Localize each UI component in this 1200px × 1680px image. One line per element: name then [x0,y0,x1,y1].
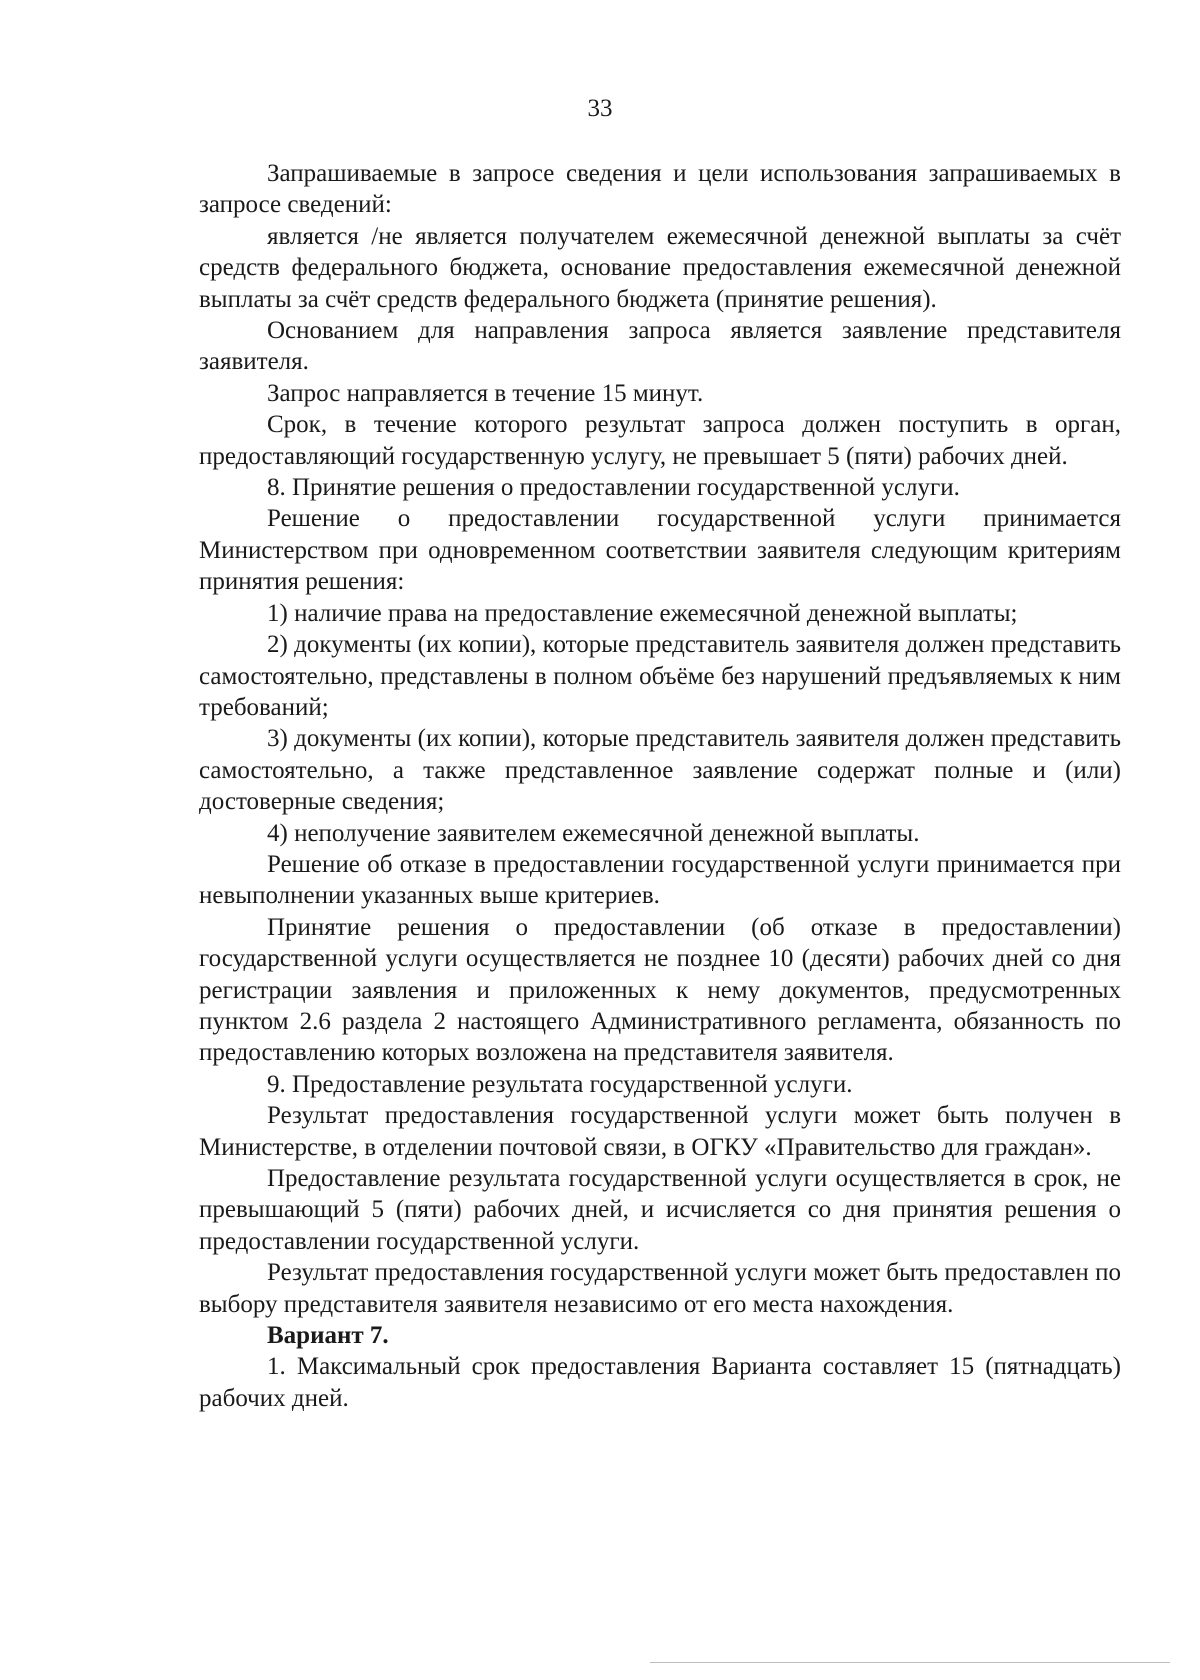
paragraph-decision-criteria: Решение о предоставлении государственной услуги принимается Министерством при одновременном соответствии заявителя следующим критериям принятия решения: [199,505,1121,596]
paragraph-refusal-decision: Решение об отказе в предоставлении государственной услуги принимается при невыполнении указанных выше критериев. [199,850,1121,910]
page-number: 33 [587,95,613,122]
paragraph-result-location: Результат предоставления государственной услуги может быть получен в Министерстве, в отделении почтовой связи, в ОГКУ «Правительство для граждан». [199,1102,1121,1161]
paragraph-request-time: Запрос направляется в течение 15 минут. [267,379,704,407]
paragraph-response-deadline: Срок, в течение которого результат запроса должен поступить в орган, предоставляющий государственную услугу, не превышает 5 (пяти) рабочих дней. [199,411,1121,470]
paragraph-variant-deadline: 1. Максимальный срок предоставления Варианта составляет 15 (пятнадцать) рабочих дней. [199,1353,1121,1412]
footer-divider [650,1662,1170,1663]
list-item-criterion-4: 4) неполучение заявителем ежемесячной денежной выплаты. [267,819,920,847]
paragraph-recipient-status: является /не является получателем ежемесячной денежной выплаты за счёт средств федерального бюджета, основание предоставления ежемесячной денежной выплаты за счёт средств федерального бюджета (принятие решения). [199,222,1121,313]
variant-heading: Вариант 7. [267,1322,389,1350]
list-item-criterion-1: 1) наличие права на предоставление ежемесячной денежной выплаты; [267,599,1018,627]
section-heading-result: 9. Предоставление результата государственной услуги. [267,1070,853,1098]
section-heading-decision: 8. Принятие решения о предоставлении государственной услуги. [267,474,960,502]
paragraph-result-place: Результат предоставления государственной услуги может быть предоставлен по выбору представителя заявителя независимо от его места нахождения. [199,1259,1121,1318]
paragraph-requested-info: Запрашиваемые в запросе сведения и цели использования запрашиваемых в запросе сведений: [199,160,1121,219]
list-item-criterion-2: 2) документы (их копии), которые представитель заявителя должен представить самостоятельно, представлены в полном объёме без нарушений предъявляемых к ним требований; [199,631,1121,721]
paragraph-decision-deadline: Принятие решения о предоставлении (об отказе в предоставлении) государственной услуги осуществляется не позднее 10 (десяти) рабочих дней со дня регистрации заявления и приложенных к нему документов, предусмотренных пунктом 2.6 раздела 2 настоящего Административного регламента, обязанность по предоставлению которых возложена на представителя заявителя. [199,913,1121,1067]
paragraph-result-deadline: Предоставление результата государственной услуги осуществляется в срок, не превышающий 5 (пяти) рабочих дней, и исчисляется со дня принятия решения о предоставлении государственной услуги. [199,1165,1121,1255]
paragraph-request-basis: Основанием для направления запроса является заявление представителя заявителя. [199,317,1121,376]
list-item-criterion-3: 3) документы (их копии), которые представитель заявителя должен представить самостоятельно, а также представленное заявление содержат полные и (или) достоверные сведения; [199,725,1121,816]
document-body [199,158,1121,1414]
